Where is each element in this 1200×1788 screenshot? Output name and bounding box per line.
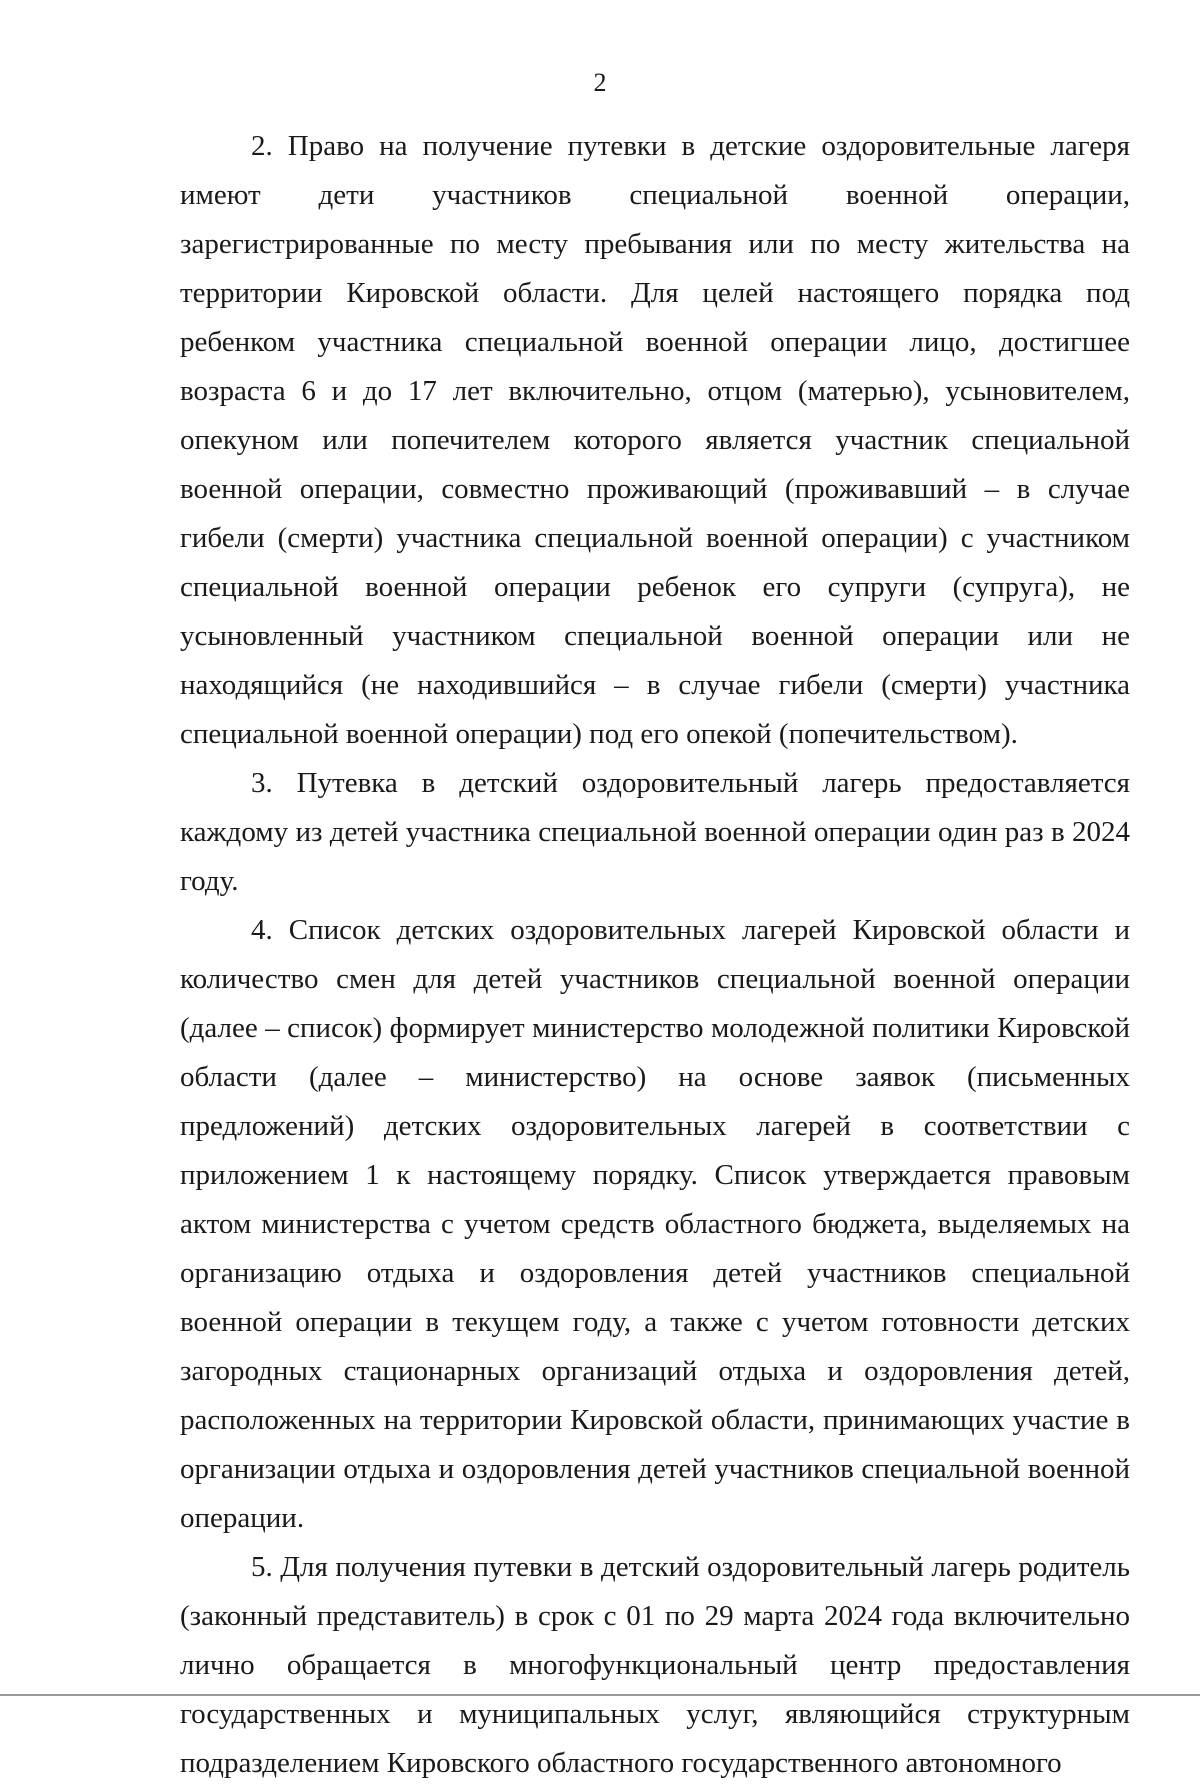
paragraph-5: 5. Для получения путевки в детский оздоровительный лагерь родитель (законный представитель) в срок с 01 по 29 марта 2024 года включительно лично обращается в многофункциональный центр предоставления государственных и муниципальных услуг, являющийся структурным подразделением Кировского областного государственного автономного	[180, 1551, 1130, 1779]
page-number: 2	[593, 68, 607, 97]
document-body	[180, 122, 1130, 1788]
scan-edge-line	[0, 1694, 1200, 1696]
paragraph-4: 4. Список детских оздоровительных лагерей Кировской области и количество смен для детей участников специальной военной операции (далее – список) формирует министерство молодежной политики Кировской области (далее – министерство) на основе заявок (письменных предложений) детских оздоровительных лагерей в соответствии с приложением 1 к настоящему порядку. Список утверждается правовым актом министерства с учетом средств областного бюджета, выделяемых на организацию отдыха и оздоровления детей участников специальной военной операции в текущем году, а также с учетом готовности детских загородных стационарных организаций отдыха и оздоровления детей, расположенных на территории Кировской области, принимающих участие в организации отдыха и оздоровления детей участников специальной военной операции.	[180, 914, 1130, 1534]
paragraph-2: 2. Право на получение путевки в детские оздоровительные лагеря имеют дети участников специальной военной операции, зарегистрированные по месту пребывания или по месту жительства на территории Кировской области. Для целей настоящего порядка под ребенком участника специальной военной операции лицо, достигшее возраста 6 и до 17 лет включительно, отцом (матерью), усыновителем, опекуном или попечителем которого является участник специальной военной операции, совместно проживающий (проживавший – в случае гибели (смерти) участника специальной военной операции) с участником специальной военной операции ребенок его супруги (супруга), не усыновленный участником специальной военной операции или не находящийся (не находившийся – в случае гибели (смерти) участника специальной военной операции) под его опекой (попечительством).	[180, 130, 1130, 750]
paragraph-3: 3. Путевка в детский оздоровительный лагерь предоставляется каждому из детей участника специальной военной операции один раз в 2024 году.	[180, 767, 1130, 897]
